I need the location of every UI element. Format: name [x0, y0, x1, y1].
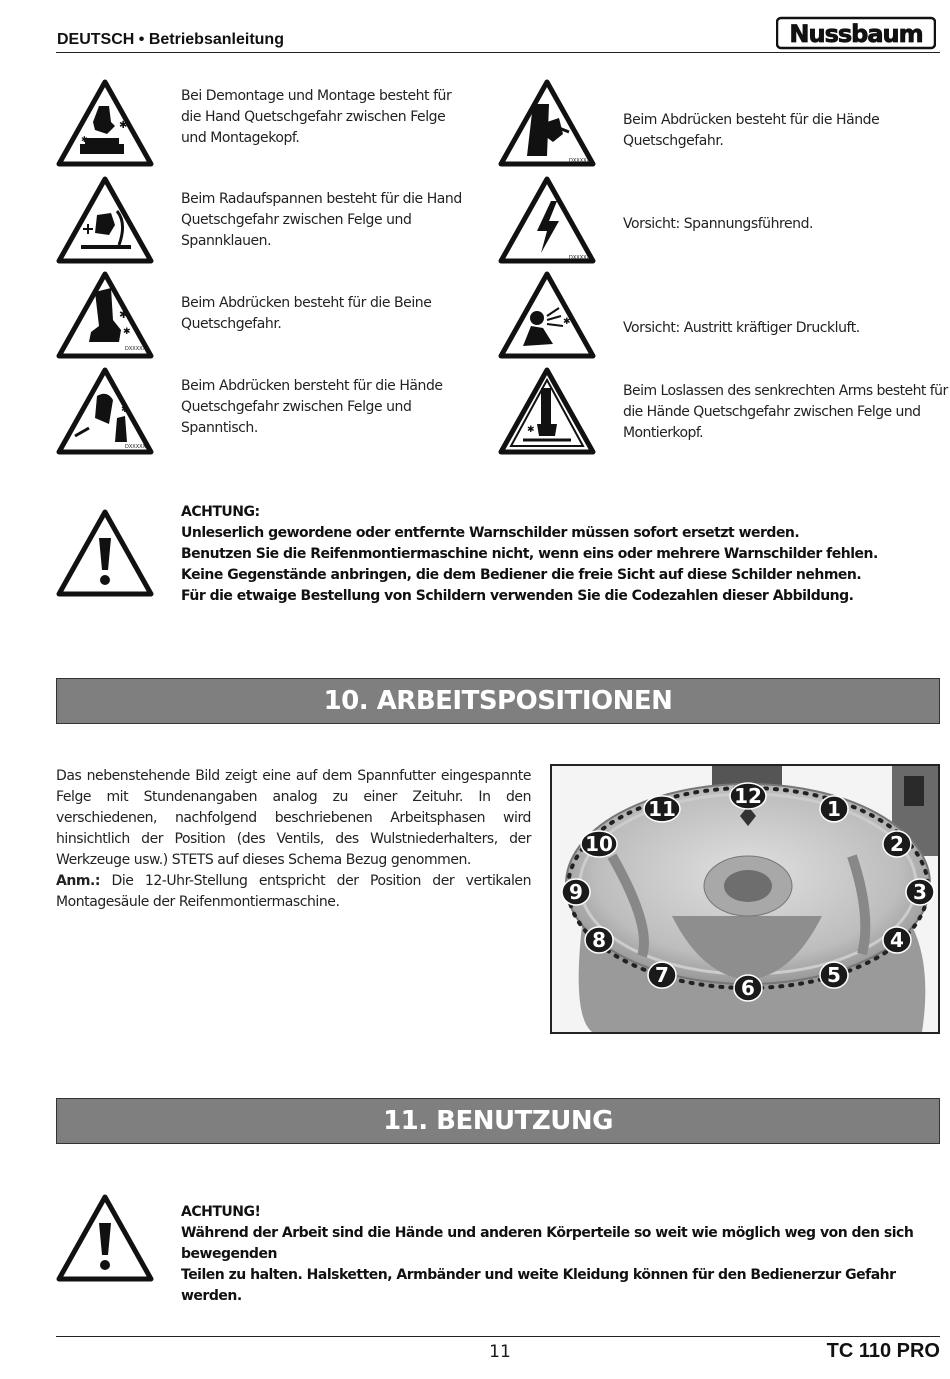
leg-crush-icon [55, 270, 155, 360]
svg-text:10: 10 [585, 832, 613, 856]
clock-label-10 [581, 831, 617, 857]
clock-label-6 [734, 975, 762, 1001]
hand-crush-bead-breaker-icon [497, 78, 597, 168]
nussbaum-logo [776, 16, 936, 50]
svg-text:8: 8 [592, 928, 607, 952]
header-rule [56, 52, 940, 53]
svg-text:4: 4 [889, 928, 904, 952]
svg-text:✱: ✱ [119, 120, 128, 131]
document-header-title: DEUTSCH • Betriebsanleitung [57, 31, 284, 48]
section-10-heading: 10. ARBEITSPOSITIONEN [56, 678, 940, 724]
svg-text:✱: ✱ [81, 135, 88, 144]
warning-text-5: Beim Abdrücken besteht für die Hände Quetschgefahr. [623, 112, 880, 149]
svg-text:DXXXXX: DXXXXX [569, 158, 590, 164]
svg-text:DXXXXX: DXXXXX [125, 346, 146, 352]
exclamation-warning-icon [55, 1193, 155, 1283]
warning-text-1: Bei Demontage und Montage besteht für die Hand Quetschgefahr zwischen Felge und Montagekopf. [181, 88, 452, 146]
svg-text:11: 11 [648, 796, 676, 821]
warning-text-7: Vorsicht: Austritt kräftiger Druckluft. [623, 320, 860, 336]
svg-text:✱: ✱ [121, 405, 129, 415]
svg-text:5: 5 [827, 963, 841, 988]
vertical-arm-crush-icon [497, 366, 597, 456]
exclamation-warning-icon [55, 508, 155, 598]
section-11-heading: 11. BENUTZUNG [56, 1098, 940, 1144]
clock-label-12 [730, 783, 766, 809]
warning-text-2: Beim Radaufspannen besteht für die Hand Quetschgefahr zwischen Felge und Spannklauen. [181, 191, 462, 249]
hand-crush-table-icon [55, 366, 155, 456]
section-10-note-text: Die 12-Uhr-Stellung entspricht der Position der vertikalen Montagesäule der Reifenmontiermaschine. [56, 873, 531, 910]
warning-text-6: Vorsicht: Spannungsführend. [623, 216, 814, 232]
notice-2-heading: ACHTUNG! [181, 1204, 261, 1220]
svg-text:✱: ✱ [527, 425, 535, 435]
notice-2 [181, 1202, 931, 1307]
compressed-air-icon [497, 270, 597, 360]
clock-label-7 [648, 962, 676, 988]
footer-rule [56, 1336, 940, 1337]
clock-label-3 [906, 879, 934, 905]
notice-2-line-1: Während der Arbeit sind die Hände und anderen Körperteile so weit wie möglich weg von den sich bewegenden [181, 1225, 914, 1262]
svg-text:DXXXXX: DXXXXX [569, 255, 590, 261]
warning-text-3: Beim Abdrücken besteht für die Beine Quetschgefahr. [181, 295, 432, 332]
rim-clock-photo [550, 764, 940, 1034]
notice-1 [181, 502, 921, 607]
model-name: TC 110 PRO [826, 1340, 940, 1362]
svg-text:✱: ✱ [563, 317, 571, 327]
svg-text:7: 7 [655, 963, 669, 988]
notice-1-line-3: Keine Gegenstände anbringen, die dem Bediener die freie Sicht auf diese Schilder nehmen. [181, 567, 862, 583]
svg-text:9: 9 [569, 880, 583, 904]
svg-text:✱: ✱ [123, 327, 131, 337]
clock-label-4 [883, 927, 911, 953]
warning-text-8: Beim Loslassen des senkrechten Arms besteht für die Hände Quetschgefahr zwischen Felge und Montierkopf. [623, 383, 948, 441]
hand-crush-mounting-head-icon [55, 78, 155, 168]
clock-label-11 [644, 796, 680, 822]
svg-text:12: 12 [734, 784, 762, 808]
warning-text-4: Beim Abdrücken bersteht für die Hände Quetschgefahr zwischen Felge und Spanntisch. [181, 378, 443, 436]
clock-label-1 [820, 796, 848, 822]
notice-1-line-4: Für die etwaige Bestellung von Schildern verwenden Sie die Codezahlen dieser Abbildung. [181, 588, 854, 604]
notice-1-line-2: Benutzen Sie die Reifenmontiermaschine nicht, wenn eins oder mehrere Warnschilder fehlen. [181, 546, 878, 562]
svg-text:Nussbaum: Nussbaum [789, 20, 923, 48]
notice-1-heading: ACHTUNG: [181, 504, 260, 520]
svg-text:6: 6 [741, 976, 755, 1000]
svg-text:DXXXXX: DXXXXX [125, 444, 146, 450]
clock-label-8 [585, 927, 613, 953]
page-number: 11 [489, 1342, 511, 1362]
svg-text:1: 1 [827, 796, 841, 821]
hand-crush-clamp-icon [55, 175, 155, 265]
section-10-note-label: Anm.: [56, 873, 101, 889]
section-10-paragraph [56, 766, 531, 913]
svg-text:✱: ✱ [119, 308, 129, 321]
notice-1-line-1: Unleserlich gewordene oder entfernte Warnschilder müssen sofort ersetzt werden. [181, 525, 800, 541]
high-voltage-icon [497, 175, 597, 265]
svg-text:3: 3 [913, 880, 927, 904]
section-10-text: Das nebenstehende Bild zeigt eine auf dem Spannfutter eingespannte Felge mit Stundenangaben analog zu einer Zeituhr. In den verschiedenen, nachfolgend beschriebenen Arbeitsphasen wird hinsichtlich der Position (des Ventils, des Wulstniederhalters, der Werkzeuge usw.) STETS auf dieses Schema Bezug genommen. [56, 768, 531, 868]
clock-label-9 [562, 879, 590, 905]
svg-text:2: 2 [889, 832, 904, 856]
clock-label-2 [883, 831, 911, 857]
clock-label-5 [820, 962, 848, 988]
notice-2-line-2: Teilen zu halten. Halsketten, Armbänder und weite Kleidung können für den Bedienerzur Gefahr werden. [181, 1267, 896, 1304]
